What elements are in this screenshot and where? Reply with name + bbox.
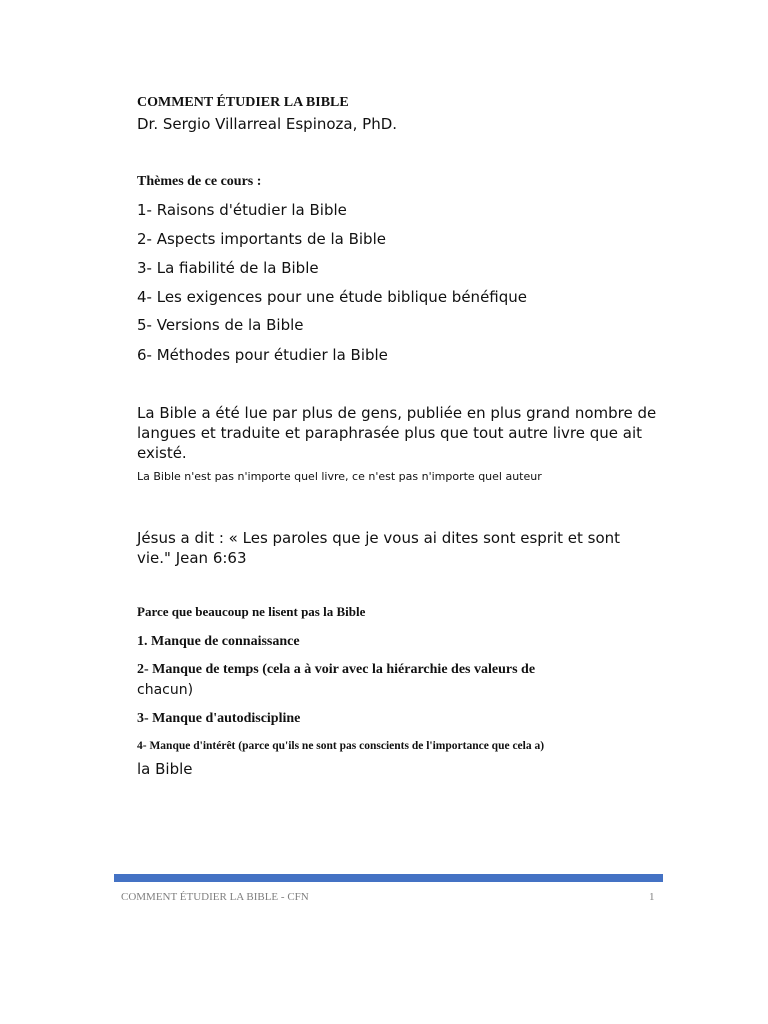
reasons-heading: Parce que beaucoup ne lisent pas la Bible [137,604,366,619]
theme-item: 5- Versions de la Bible [137,316,304,334]
footer-label: COMMENT ÉTUDIER LA BIBLE - CFN [121,891,309,903]
theme-item: 6- Méthodes pour étudier la Bible [137,346,388,364]
themes-heading: Thèmes de ce cours : [137,174,262,189]
reason-item: 2- Manque de temps (cela a à voir avec la hiérarchie des valeurs de [137,662,536,677]
author-line: Dr. Sergio Villarreal Espinoza, PhD. [137,115,398,133]
document-title: COMMENT ÉTUDIER LA BIBLE [137,95,349,110]
reason-item: 3- Manque d'autodiscipline [137,711,301,726]
reason-item: 1. Manque de connaissance [137,634,300,649]
scripture-quote: Jésus a dit : « Les paroles que je vous ai dites sont esprit et sont vie." Jean 6:63 [137,529,621,567]
reason-item: 4- Manque d'intérêt (parce qu'ils ne sont pas conscients de l'importance que cela a) [137,740,545,752]
reason-item-continuation: la Bible [137,760,193,778]
footer-bar [114,874,663,882]
theme-item: 3- La fiabilité de la Bible [137,259,319,277]
theme-item: 4- Les exigences pour une étude biblique bénéfique [137,288,527,306]
reason-item-continuation: chacun) [137,682,194,698]
intro-paragraph: La Bible a été lue par plus de gens, publiée en plus grand nombre de langues et traduite et paraphrasée plus que tout autre livre que ait existé. [137,404,657,462]
theme-item: 2- Aspects importants de la Bible [137,230,386,248]
page-number: 1 [649,891,655,903]
theme-item: 1- Raisons d'étudier la Bible [137,201,347,219]
intro-note: La Bible n'est pas n'importe quel livre, ce n'est pas n'importe quel auteur [137,470,542,483]
